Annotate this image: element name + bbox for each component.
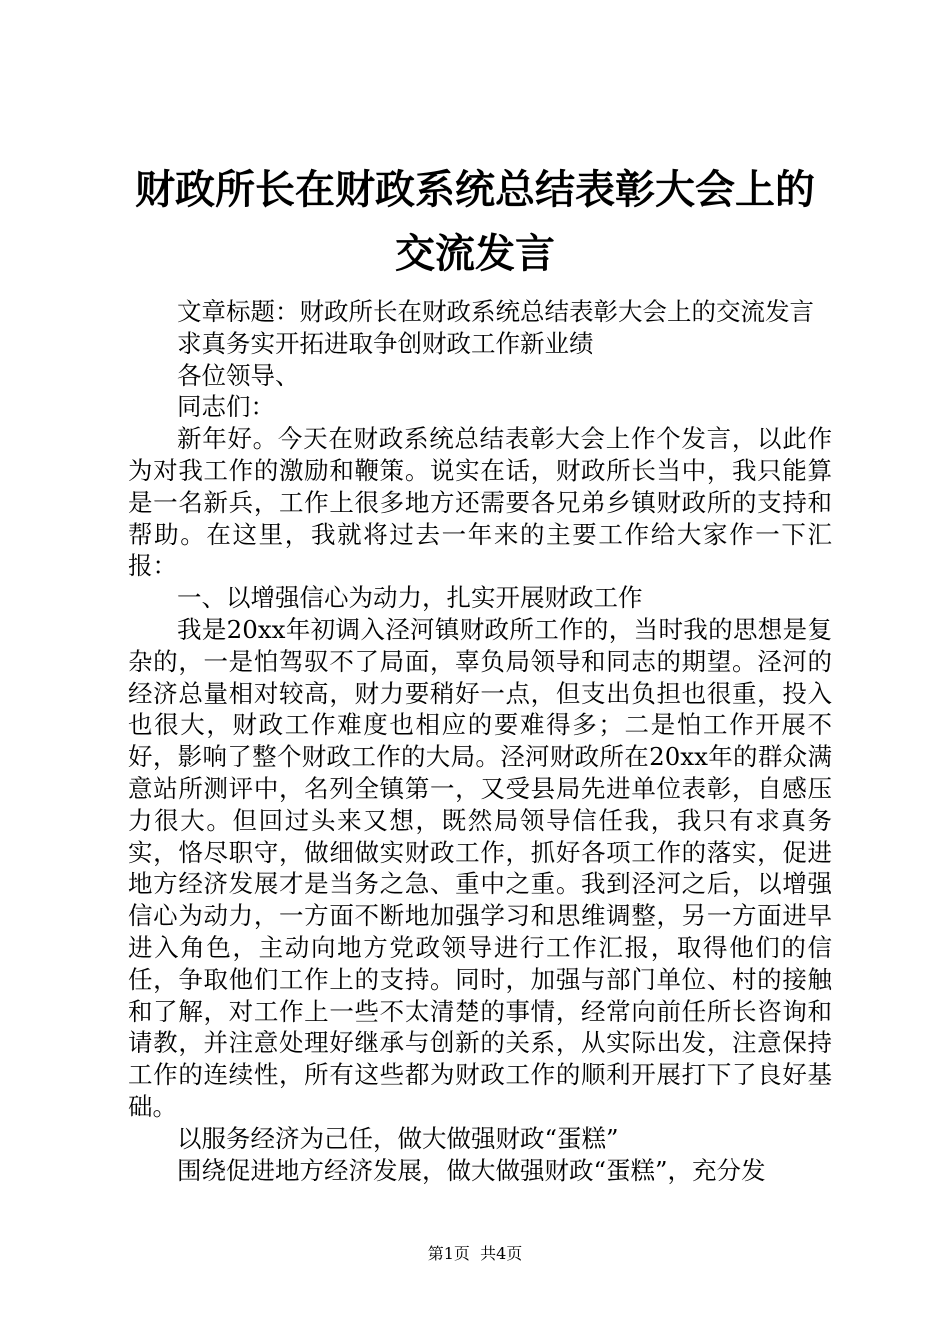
page-footer: 第1页 共4页 [427, 1244, 523, 1263]
paragraph-salutation-comrades: 同志们： [177, 392, 275, 422]
section-heading-one: 一、以增强信心为动力，扎实开展财政工作 [177, 583, 643, 613]
section-heading-two: 以服务经济为己任，做大做强财政“蛋糕” [177, 1123, 619, 1153]
paragraph-salutation-leaders: 各位领导、 [177, 360, 300, 390]
paragraph-subtitle: 求真务实开拓进取争创财政工作新业绩 [177, 328, 594, 358]
paragraph-opening: 新年好。今天在财政系统总结表彰大会上作个发言，以此作为对我工作的激励和鞭策。说实在话，财政所长当中，我只能算是一名新兵，工作上很多地方还需要各兄弟乡镇财政所的支持和帮助。在这里，我就将过去一年来的主要工作给大家作一下汇报： [128, 424, 832, 581]
document-title: 财政所长在财政系统总结表彰大会上的交流发言 [135, 166, 815, 277]
document-body [128, 296, 832, 1186]
paragraph-section-two: 围绕促进地方经济发展，做大做强财政“蛋糕”，充分发 [177, 1155, 766, 1185]
paragraph-article-title: 文章标题：财政所长在财政系统总结表彰大会上的交流发言 [177, 297, 814, 326]
paragraph-section-one: 我是20xx年初调入泾河镇财政所工作的，当时我的思想是复杂的，一是怕驾驭不了局面，辜负局领导和同志的期望。泾河的经济总量相对较高，财力要稍好一点，但支出负担也很重，投入也很大，财政工作难度也相应的要难得多；二是怕工作开展不好，影响了整个财政工作的大局。泾河财政所在20xx年的群众满意站所测评中，名列全镇第一，又受县局先进单位表彰，自感压力很大。但回过头来又想，既然局领导信任我，我只有求真务实，恪尽职守，做细做实财政工作，抓好各项工作的落实，促进地方经济发展才是当务之急、重中之重。我到泾河之后，以增强信心为动力，一方面不断地加强学习和思维调整，另一方面进早进入角色，主动向地方党政领导进行工作汇报，取得他们的信任，争取他们工作上的支持。同时，加强与部门单位、村的接触和了解，对工作上一些不太清楚的事情，经常向前任所长咨询和请教，并注意处理好继承与创新的关系，从实际出发，注意保持工作的连续性，所有这些都为财政工作的顺利开展打下了良好基础。 [128, 614, 832, 1121]
